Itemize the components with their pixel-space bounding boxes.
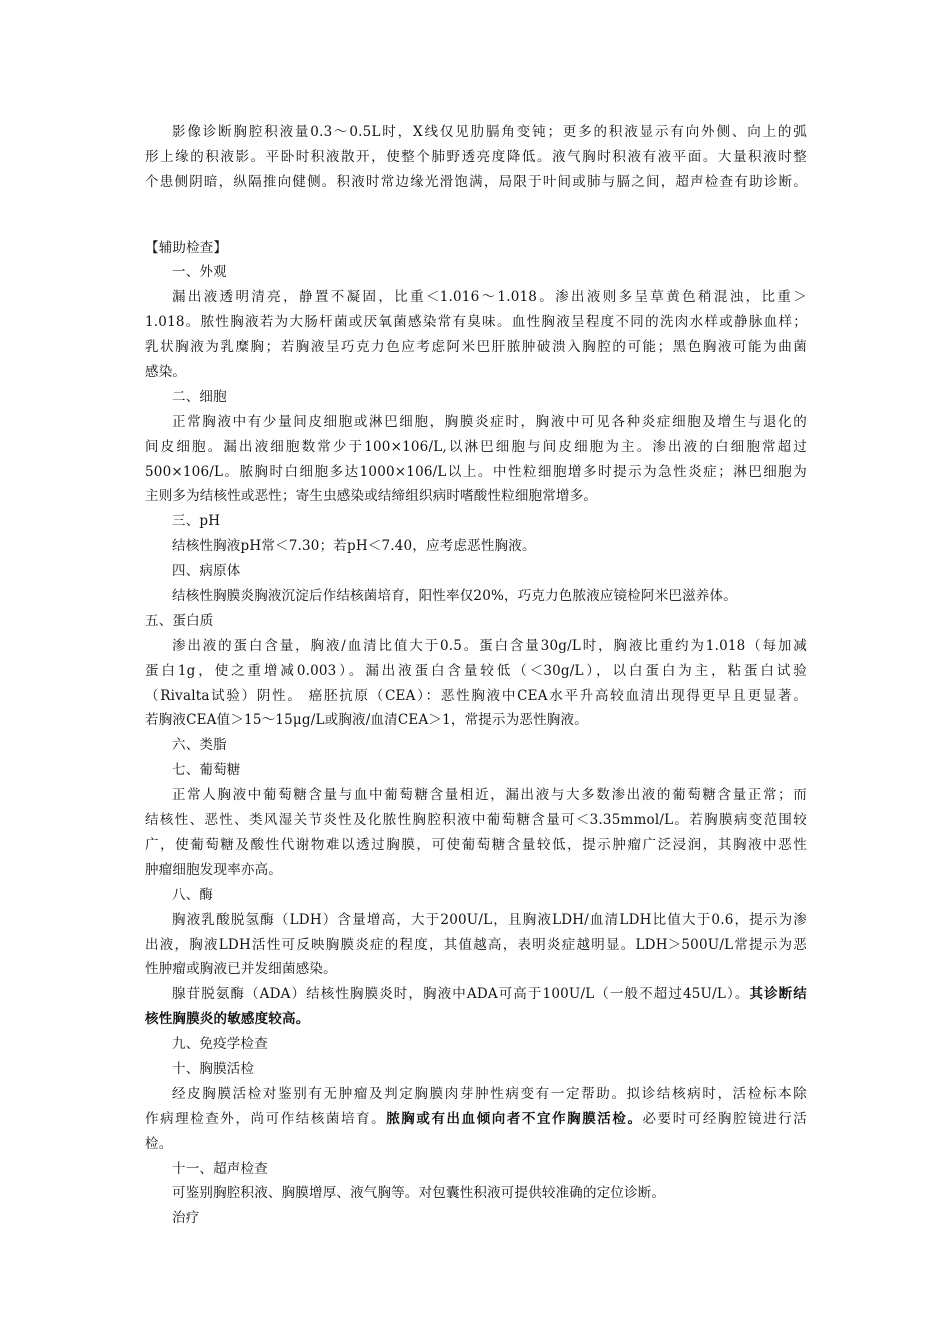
ada-bold-text: 其诊断结: [749, 986, 807, 1003]
section-pathogen-title: 四、病原体: [172, 563, 241, 580]
biopsy-text-c: 必要时可经胸腔镜进行活: [642, 1110, 807, 1127]
ada-text: 腺苷脱氨酶（ADA）结核性胸膜炎时，胸液中ADA可高于100U/L（一般不超过45U/L）。: [172, 986, 750, 1003]
appearance-line-1: 漏出液透明清亮，静置不凝固，比重＜1.016～1.018。渗出液则多呈草黄色稍混浊，比重＞: [172, 289, 807, 306]
enzyme-line-2: 出液，胸液LDH活性可反映胸膜炎症的程度，其值越高，表明炎症越明显。LDH＞500U/L常提示为恶: [145, 936, 807, 953]
section-biopsy-title: 十、胸膜活检: [172, 1060, 255, 1077]
section-immunology-title: 九、免疫学检查: [172, 1036, 268, 1053]
section-ph-title: 三、pH: [172, 513, 221, 530]
ultrasound-line: 可鉴别胸腔积液、胸膜增厚、液气胸等。对包囊性积液可提供较准确的定位诊断。: [172, 1185, 666, 1202]
enzyme-line-3: 性肿瘤或胸液已并发细菌感染。: [145, 961, 337, 978]
section-enzyme-title: 八、酶: [172, 886, 214, 903]
appearance-line-3: 乳状胸液为乳糜胸；若胸液呈巧克力色应考虑阿米巴肝脓肿破溃入胸腔的可能；黑色胸液可能为曲菌: [145, 339, 807, 356]
ada-line-2: 核性胸膜炎的敏感度较高。: [145, 1011, 310, 1028]
imaging-line-2: 形上缘的积液影。平卧时积液散开，使整个肺野透亮度降低。液气胸时积液有液平面。大量积液时整: [145, 148, 807, 165]
section-glucose-title: 七、葡萄糖: [172, 762, 241, 779]
section-cells-title: 二、细胞: [172, 388, 227, 405]
ph-line: 结核性胸液pH常＜7.30；若pH＜7.40，应考虑恶性胸液。: [172, 538, 536, 555]
ada-line-1: [145, 982, 807, 1007]
treatment-heading: 治疗: [172, 1210, 200, 1227]
aux-exam-heading: 【辅助检查】: [145, 239, 228, 256]
biopsy-text-a: 作病理检查外，尚可作结核菌培育。: [145, 1110, 387, 1127]
enzyme-line-1: 胸液乳酸脱氢酶（LDH）含量增高，大于200U/L，且胸液LDH/血清LDH比值大于0.6，提示为渗: [172, 911, 807, 928]
imaging-line-1: 影像诊断胸腔积液量0.3～0.5L时，X线仅见肋膈角变钝；更多的积液显示有向外侧、向上的弧: [172, 124, 807, 140]
protein-line-4: 若胸液CEA值＞15～15μg/L或胸液/血清CEA＞1，常提示为恶性胸液。: [145, 712, 588, 729]
section-appearance-title: 一、外观: [172, 264, 227, 281]
biopsy-line-3: 检。: [145, 1135, 173, 1152]
imaging-line-3: 个患侧阴暗，纵隔推向健侧。积液时常边缘光滑饱满，局限于叶间或肺与膈之间，超声检查有助诊断。: [145, 173, 807, 190]
protein-line-1: 渗出液的蛋白含量，胸液/血清比值大于0.5。蛋白含量30g/L时，胸液比重约为1.018（每加减: [172, 637, 807, 654]
appearance-line-2: 1.018。脓性胸液若为大肠杆菌或厌氧菌感染常有臭味。血性胸液呈程度不同的洗肉水样或静脉血样；: [145, 314, 807, 331]
appearance-line-4: 感染。: [145, 364, 187, 381]
biopsy-bold-text: 脓胸或有出血倾向者不宜作胸膜活检。: [386, 1110, 643, 1127]
glucose-line-2: 结核性、恶性、类风湿关节炎性及化脓性胸腔积液中葡萄糖含量可＜3.35mmol/L。若胸膜病变范围较: [145, 812, 807, 829]
glucose-line-3: 广，使葡萄糖及酸性代谢物难以透过胸膜，可使葡萄糖含量较低，提示肿瘤广泛浸润，其胸液中恶性: [145, 836, 807, 853]
section-ultrasound-title: 十一、超声检查: [172, 1160, 268, 1177]
section-lipid-title: 六、类脂: [172, 737, 227, 754]
glucose-line-1: 正常人胸液中葡萄糖含量与血中葡萄糖含量相近，漏出液与大多数渗出液的葡萄糖含量正常；而: [172, 787, 807, 804]
document-page: [145, 120, 807, 1231]
pathogen-line: 结核性胸膜炎胸液沉淀后作结核菌培育，阳性率仅20%，巧克力色脓液应镜检阿米巴滋养体。: [172, 588, 737, 605]
biopsy-line-1: 经皮胸膜活检对鉴别有无肿瘤及判定胸膜肉芽肿性病变有一定帮助。拟诊结核病时，活检标本除: [172, 1085, 807, 1102]
protein-line-2: 蛋白1g，使之重增减0.003）。漏出液蛋白含量较低（＜30g/L），以白蛋白为主，粘蛋白试验: [145, 662, 807, 679]
protein-line-3: （Rivalta试验）阴性。 癌胚抗原（CEA）：恶性胸液中CEA水平升高较血清出现得更早且更显著。: [145, 687, 807, 704]
glucose-line-4: 肿瘤细胞发现率亦高。: [145, 861, 282, 878]
cells-line-1: 正常胸液中有少量间皮细胞或淋巴细胞，胸膜炎症时，胸液中可见各种炎症细胞及增生与退化的: [172, 413, 807, 430]
cells-line-3: 500×106/L。脓胸时白细胞多达1000×106/L以上。中性粒细胞增多时提示为急性炎症；淋巴细胞为: [145, 463, 807, 480]
biopsy-line-2: [145, 1107, 807, 1132]
section-protein-title: 五、蛋白质: [145, 612, 214, 629]
cells-line-4: 主则多为结核性或恶性；寄生虫感染或结缔组织病时嗜酸性粒细胞常增多。: [145, 488, 598, 505]
cells-line-2: 间皮细胞。漏出液细胞数常少于100×106/L,以淋巴细胞与间皮细胞为主。渗出液的白细胞常超过: [145, 438, 807, 455]
